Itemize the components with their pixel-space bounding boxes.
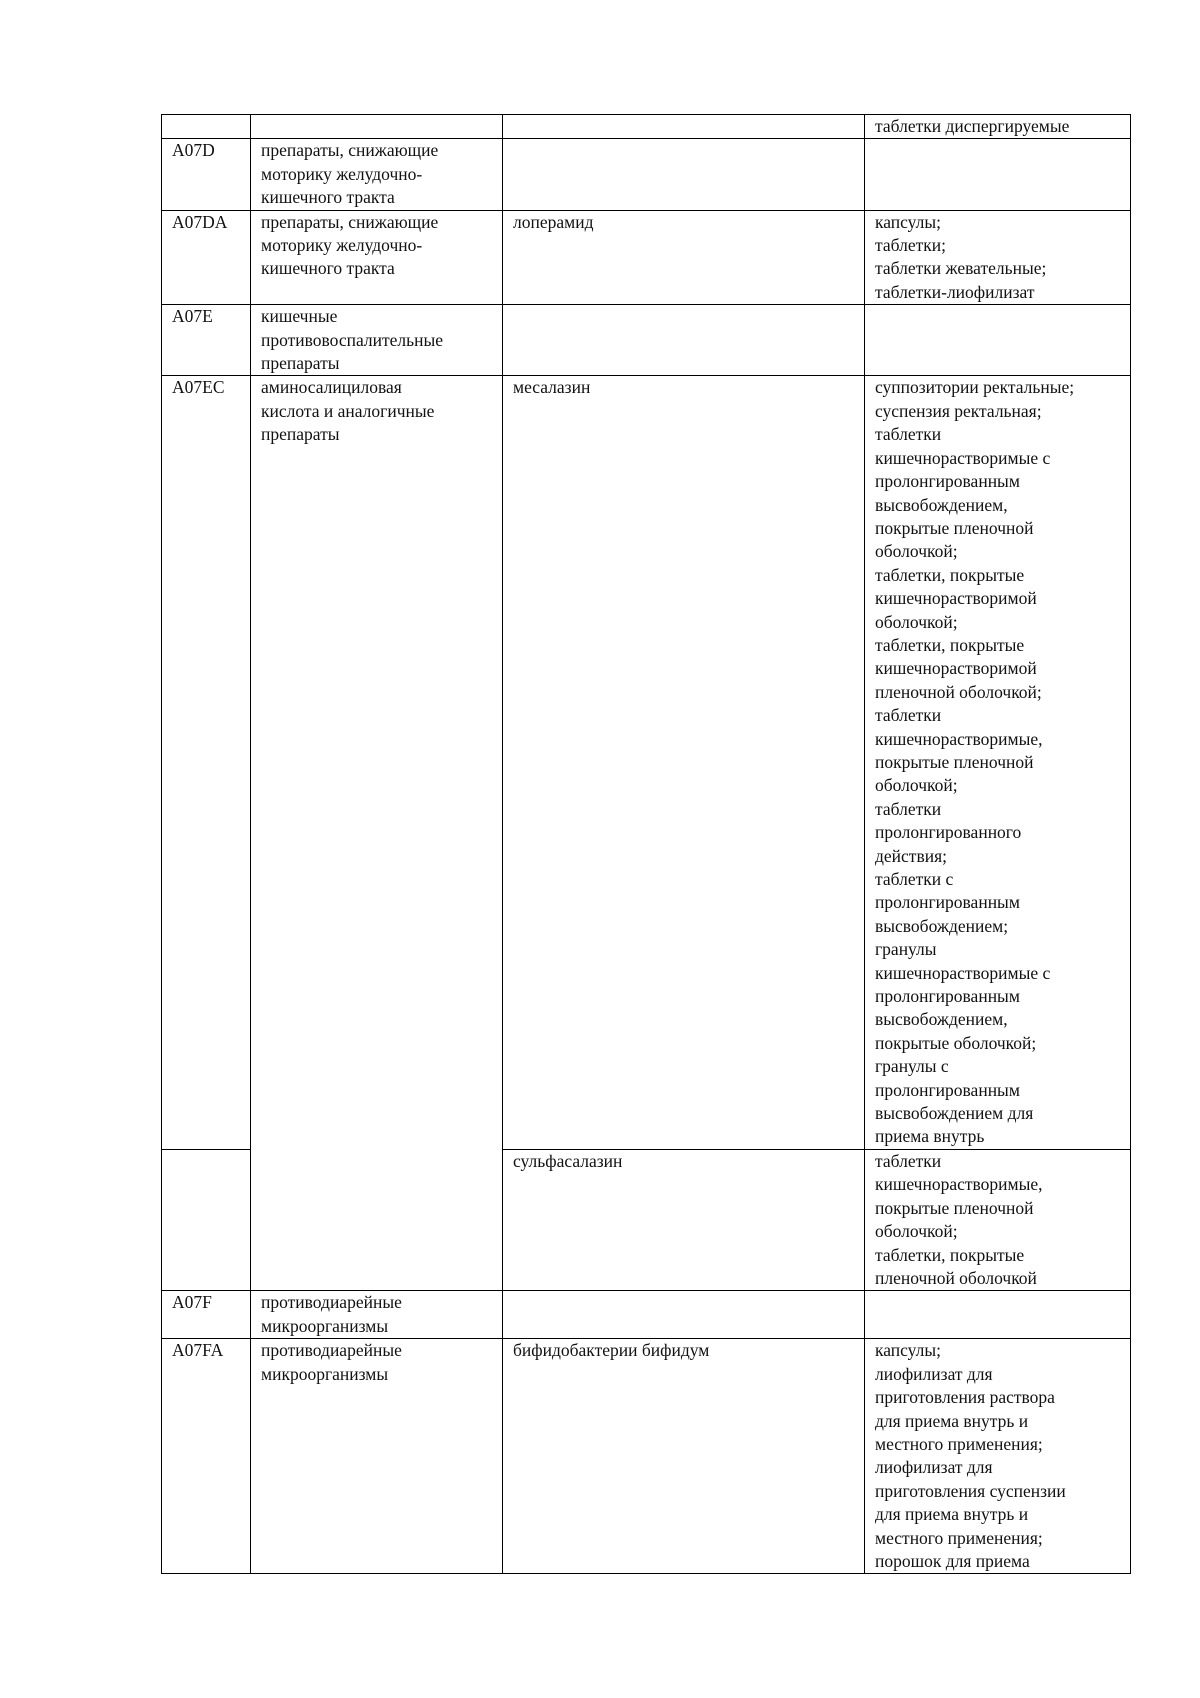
drug-classification-table bbox=[161, 114, 1131, 1574]
group-name-cell: препараты, снижающие моторику желудочно- кишечного тракта bbox=[251, 139, 503, 210]
group-name-cell: аминосалициловая кислота и аналогичные препараты bbox=[251, 376, 503, 1291]
dosage-forms-cell bbox=[865, 1291, 1131, 1339]
dosage-forms-cell: капсулы; лиофилизат для приготовления раствора для приема внутрь и местного применения; лиофилизат для приготовления суспензии для приема внутрь и местного применения; порошок для приема bbox=[865, 1339, 1131, 1574]
group-name-cell: препараты, снижающие моторику желудочно- кишечного тракта bbox=[251, 210, 503, 305]
atc-code-cell bbox=[162, 1149, 251, 1290]
dosage-forms-cell bbox=[865, 139, 1131, 210]
table-row bbox=[162, 305, 1131, 376]
table-row bbox=[162, 1339, 1131, 1574]
atc-code-cell: A07EC bbox=[162, 376, 251, 1149]
atc-code-cell: A07E bbox=[162, 305, 251, 376]
atc-code-cell: A07FA bbox=[162, 1339, 251, 1574]
group-name-cell: кишечные противовоспалительные препараты bbox=[251, 305, 503, 376]
dosage-forms-cell: суппозитории ректальные; суспензия ректальная; таблетки кишечнорастворимые с пролонгированным высвобождением, покрытые пленочной оболочкой; таблетки, покрытые кишечнорастворимой оболочкой; таблетки, покрытые кишечнорастворимой пленочной оболочкой; таблетки кишечнорастворимые, покрытые пленочной оболочкой; таблетки пролонгированного действия; таблетки с пролонгированным высвобождением; гранулы кишечнорастворимые с пролонгированным высвобождением, покрытые оболочкой; гранулы с пролонгированным высвобождением для приема внутрь bbox=[865, 376, 1131, 1149]
drug-name-cell bbox=[503, 139, 865, 210]
table-row bbox=[162, 139, 1131, 210]
atc-code-cell: A07DA bbox=[162, 210, 251, 305]
dosage-forms-cell: таблетки диспергируемые bbox=[865, 115, 1131, 139]
drug-name-cell: сульфасалазин bbox=[503, 1149, 865, 1290]
table-row bbox=[162, 210, 1131, 305]
table-row bbox=[162, 115, 1131, 139]
group-name-cell: противодиарейные микроорганизмы bbox=[251, 1291, 503, 1339]
drug-name-cell: месалазин bbox=[503, 376, 865, 1149]
group-name-cell: противодиарейные микроорганизмы bbox=[251, 1339, 503, 1574]
dosage-forms-cell: таблетки кишечнорастворимые, покрытые пленочной оболочкой; таблетки, покрытые пленочной оболочкой bbox=[865, 1149, 1131, 1290]
dosage-forms-cell bbox=[865, 305, 1131, 376]
atc-code-cell: A07D bbox=[162, 139, 251, 210]
drug-name-cell: лоперамид bbox=[503, 210, 865, 305]
dosage-forms-cell: капсулы; таблетки; таблетки жевательные; таблетки-лиофилизат bbox=[865, 210, 1131, 305]
atc-code-cell: A07F bbox=[162, 1291, 251, 1339]
drug-name-cell bbox=[503, 1291, 865, 1339]
group-name-cell bbox=[251, 115, 503, 139]
drug-name-cell bbox=[503, 305, 865, 376]
drug-name-cell: бифидобактерии бифидум bbox=[503, 1339, 865, 1574]
table-row bbox=[162, 1291, 1131, 1339]
drug-name-cell bbox=[503, 115, 865, 139]
table-row bbox=[162, 376, 1131, 1149]
atc-code-cell bbox=[162, 115, 251, 139]
